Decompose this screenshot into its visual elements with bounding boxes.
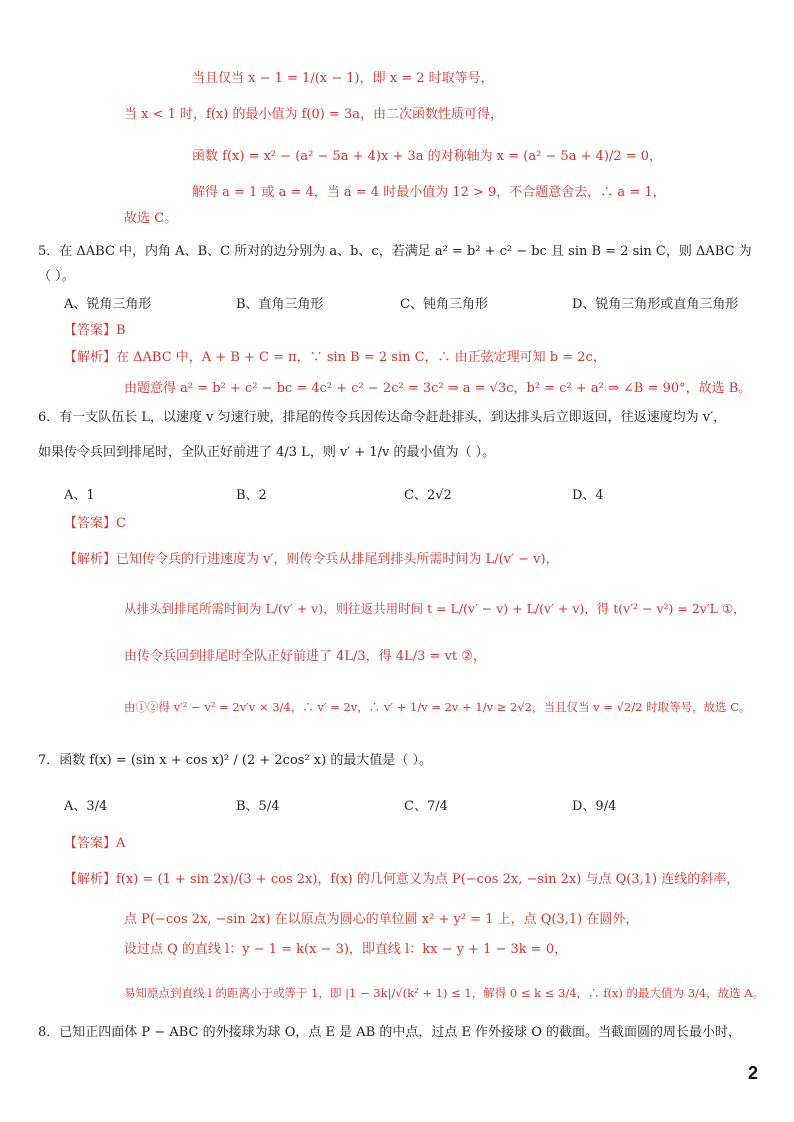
q4-line-3: 函数 f(x) = x² − (a² − 5a + 4)x + 3a 的对称轴为 x = (a² − 5a + 4)/2 = 0， [192, 149, 663, 164]
q5-stem-line-1: 5．在 ΔABC 中，内角 A、B、C 所对的边分别为 a、b、c，若满足 a² = b² + c² − bc 且 sin B = 2 sin C，则 ΔABC 为 [38, 244, 752, 259]
q7-option-a: A、3/4 [64, 799, 108, 814]
q6-answer: 【答案】C [64, 516, 126, 531]
q6-option-a: A、1 [64, 488, 95, 503]
q6-analysis-3: 由传令兵回到排尾时全队正好前进了 4L/3，得 4L/3 = vt ②， [124, 649, 486, 664]
q6-stem-line-1: 6．有一支队伍长 L，以速度 v 匀速行驶，排尾的传令兵因传达命令赶赴排头，到达排头后立即返回，往返速度均为 v′， [38, 410, 727, 425]
q7-answer: 【答案】A [64, 836, 126, 851]
q4-line-4: 解得 a = 1 或 a = 4，当 a = 4 时最小值为 12 > 9，不合题意舍去，∴ a = 1， [192, 185, 666, 200]
q6-option-c: C、2√2 [404, 488, 452, 503]
q5-analysis-1: 【解析】在 ΔABC 中，A + B + C = π，∵ sin B = 2 sin C，∴ 由正弦定理可知 b = 2c， [64, 350, 606, 365]
q7-analysis-2: 点 P(−cos 2x, −sin 2x) 在以原点为圆心的单位圆 x² + y² = 1 上，点 Q(3,1) 在圆外， [124, 912, 639, 927]
q6-stem-line-2: 如果传令兵回到排尾时，全队正好前进了 4/3 L，则 v′ + 1/v 的最小值为（ ）。 [38, 445, 496, 460]
q4-line-2: 当 x < 1 时，f(x) 的最小值为 f(0) = 3a，由二次函数性质可得， [124, 107, 503, 122]
q7-stem: 7．函数 f(x) = (sin x + cos x)² / (2 + 2cos² x) 的最大值是（ ）。 [38, 753, 432, 768]
q7-analysis-4: 易知原点到直线 l 的距离小于或等于 1，即 |1 − 3k|/√(k² + 1) ≤ 1，解得 0 ≤ k ≤ 3/4，∴ f(x) 的最大值为 3/4，故选 A。 [124, 986, 765, 1000]
q8-stem: 8．已知正四面体 P − ABC 的外接球为球 O，点 E 是 AB 的中点，过点 E 作外接球 O 的截面。当截面圆的周长最小时， [38, 1025, 741, 1040]
q7-analysis-3: 设过点 Q 的直线 l：y − 1 = k(x − 3)，即直线 l：kx − y + 1 − 3k = 0， [124, 942, 568, 957]
q6-analysis-4: 由①②得 v′² − v² = 2v′v × 3/4，∴ v′ = 2v，∴ v′ + 1/v = 2v + 1/v ≥ 2√2，当且仅当 v = √2/2 时取等号，故选 C。 [124, 700, 751, 714]
q6-analysis-1: 【解析】已知传令兵的行进速度为 v′，则传令兵从排尾到排头所需时间为 L/(v′ − v)， [64, 552, 559, 567]
q7-analysis-1: 【解析】f(x) = (1 + sin 2x)/(3 + cos 2x)，f(x) 的几何意义为点 P(−cos 2x, −sin 2x) 与点 Q(3,1) 连线的斜率， [64, 872, 740, 887]
q5-answer: 【答案】B [64, 323, 126, 338]
q6-analysis-2: 从排头到排尾所需时间为 L/(v′ + v)，则往返共用时间 t = L/(v′ − v) + L/(v′ + v)，得 t(v′² − v²) = 2v′L ①， [124, 601, 746, 616]
q5-option-b: B、直角三角形 [236, 297, 324, 312]
q6-option-d: D、4 [572, 488, 604, 503]
q5-option-a: A、锐角三角形 [64, 297, 152, 312]
q5-option-d: D、锐角三角形或直角三角形 [572, 297, 739, 312]
q7-option-d: D、9/4 [572, 799, 617, 814]
q4-line-1: 当且仅当 x − 1 = 1/(x − 1)，即 x = 2 时取等号， [192, 71, 494, 86]
q5-stem-line-2: （ ）。 [38, 269, 75, 284]
q7-option-c: C、7/4 [404, 799, 448, 814]
q5-analysis-2: 由题意得 a² = b² + c² − bc = 4c² + c² − 2c² = 3c² ⇒ a = √3c，b² = c² + a² ⇒ ∠B = 90°，故选 B。 [124, 381, 752, 396]
q4-conclusion: 故选 C。 [124, 211, 178, 226]
q6-option-b: B、2 [236, 488, 267, 503]
q5-option-c: C、钝角三角形 [400, 297, 488, 312]
q7-option-b: B、5/4 [236, 799, 280, 814]
page-number: 2 [747, 1063, 758, 1083]
